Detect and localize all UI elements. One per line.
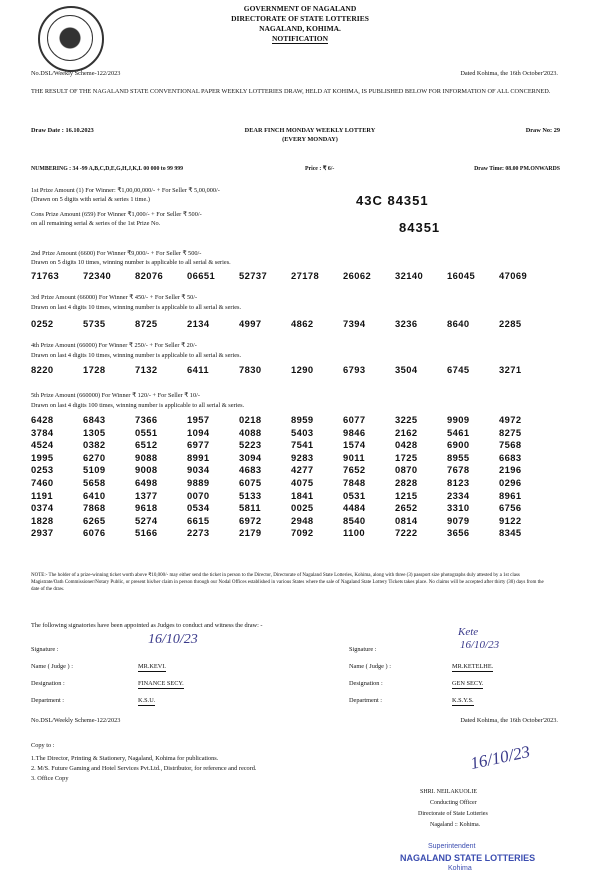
judge-left-designation: FINANCE SECY. bbox=[138, 680, 184, 687]
winning-number: 8275 bbox=[499, 426, 522, 438]
winning-number: 6756 bbox=[499, 502, 522, 514]
winning-number: 6077 bbox=[343, 414, 366, 425]
winning-number: 9011 bbox=[343, 451, 365, 463]
winning-number: 6977 bbox=[187, 439, 210, 451]
winning-number: 6411 bbox=[187, 364, 209, 375]
cons-prize-desc2: on all remaining serial & series of the 1st Prize No. bbox=[31, 220, 161, 227]
winning-number: 3094 bbox=[239, 451, 262, 463]
winning-number: 6683 bbox=[499, 451, 522, 463]
winning-number: 1100 bbox=[343, 527, 365, 539]
winning-number: 5811 bbox=[239, 502, 261, 514]
winning-number: 7460 bbox=[31, 476, 54, 488]
winning-number: 06651 bbox=[187, 270, 216, 281]
winning-number: 4862 bbox=[291, 318, 314, 329]
winning-number: 9008 bbox=[135, 464, 158, 476]
name-label-right: Name ( Judge ) : bbox=[349, 663, 391, 670]
winning-number: 6076 bbox=[83, 527, 106, 539]
winning-number: 4277 bbox=[291, 464, 314, 476]
winning-number: 6270 bbox=[83, 451, 106, 463]
winning-number: 1290 bbox=[291, 364, 314, 375]
header-government: GOVERNMENT OF NAGALAND bbox=[243, 4, 357, 13]
name-label-left: Name ( Judge ) : bbox=[31, 663, 73, 670]
winning-number: 7541 bbox=[291, 439, 314, 451]
fifth-prize-numbers bbox=[31, 414, 551, 538]
winning-number: 7868 bbox=[83, 502, 106, 514]
winning-number: 3310 bbox=[447, 502, 470, 514]
cons-prize-desc: Cons Prize Amount (659) For Winner ₹1,000/- + For Seller ₹ 500/- bbox=[31, 211, 202, 218]
winning-number: 26062 bbox=[343, 270, 372, 281]
judge-left-signature: 16/10/23 bbox=[148, 632, 198, 647]
winning-number: 6265 bbox=[83, 514, 106, 526]
winning-number: 2652 bbox=[395, 502, 418, 514]
winning-number: 0531 bbox=[343, 489, 366, 501]
winning-number: 1995 bbox=[31, 451, 54, 463]
winning-number: 8725 bbox=[135, 318, 158, 329]
winning-number: 16045 bbox=[447, 270, 476, 281]
officer-role: Conducting Officer bbox=[430, 800, 477, 806]
winning-number: 6410 bbox=[83, 489, 106, 501]
winning-number: 7132 bbox=[135, 364, 158, 375]
winning-number: 8540 bbox=[343, 514, 366, 526]
winning-number: 1305 bbox=[83, 426, 106, 438]
winning-number: 8220 bbox=[31, 364, 54, 375]
winning-number: 0870 bbox=[395, 464, 418, 476]
signature-label-right: Signature : bbox=[349, 646, 377, 653]
winning-number: 9846 bbox=[343, 426, 366, 438]
third-prize-desc: 3rd Prize Amount (66000) For Winner ₹ 450/- + For Seller ₹ 50/- bbox=[31, 294, 198, 301]
winning-number: 8640 bbox=[447, 318, 470, 329]
copy-to-item-2: 2. M/S. Future Gaming and Hotel Services Pvt.Ltd., Distributor, for reference and record. bbox=[31, 765, 257, 772]
officer-signature: 16/10/23 bbox=[468, 741, 532, 774]
winning-number: 1828 bbox=[31, 514, 54, 526]
winning-number: 1191 bbox=[31, 489, 53, 501]
winning-number: 0814 bbox=[395, 514, 418, 526]
officer-org-1: Directorate of State Lotteries bbox=[418, 811, 488, 817]
winning-number: 6498 bbox=[135, 476, 158, 488]
winning-number: 8961 bbox=[499, 489, 522, 501]
winning-number: 1728 bbox=[83, 364, 106, 375]
winning-number: 5133 bbox=[239, 489, 262, 501]
winning-number: 9079 bbox=[447, 514, 470, 526]
stamp-title: Superintendent bbox=[428, 843, 476, 850]
reference-number: No.DSL/Weekly Scheme-122/2023 bbox=[31, 70, 121, 77]
winning-number: 5166 bbox=[135, 527, 158, 539]
winning-number: 2334 bbox=[447, 489, 470, 501]
winning-number: 0534 bbox=[187, 502, 210, 514]
first-prize-desc: 1st Prize Amount (1) For Winner: ₹1,00,00,000/- + For Seller ₹ 5,00,000/- bbox=[31, 187, 220, 194]
winning-number: 3656 bbox=[447, 527, 470, 539]
stamp-city: Kohima bbox=[448, 865, 472, 872]
winning-number: 5274 bbox=[135, 514, 158, 526]
judge-right-signature: 16/10/23 bbox=[460, 639, 500, 651]
winning-number: 4524 bbox=[31, 439, 54, 451]
winning-number: 27178 bbox=[291, 270, 320, 281]
first-prize-desc2: (Drawn on 5 digits with serial & series 1 time.) bbox=[31, 196, 150, 203]
winning-number: 0374 bbox=[31, 502, 54, 514]
stamp-org: NAGALAND STATE LOTTERIES bbox=[400, 853, 536, 863]
header-directorate: DIRECTORATE OF STATE LOTTERIES bbox=[231, 14, 369, 23]
winning-number: 4075 bbox=[291, 476, 314, 488]
winning-number: 3271 bbox=[499, 364, 522, 375]
judge-right-designation: GEN SECY. bbox=[452, 680, 484, 687]
winning-number: 3236 bbox=[395, 318, 418, 329]
winning-number: 2134 bbox=[187, 318, 210, 329]
winning-number: 4484 bbox=[343, 502, 366, 514]
winning-number: 9034 bbox=[187, 464, 210, 476]
winning-number: 5461 bbox=[447, 426, 470, 438]
winning-number: 7848 bbox=[343, 476, 366, 488]
winning-number: 5735 bbox=[83, 318, 106, 329]
reference-number-2: No.DSL/Weekly Scheme-122/2023 bbox=[31, 717, 121, 724]
judge-left-name: MR.KEVI. bbox=[138, 663, 166, 670]
winning-number: 72340 bbox=[83, 270, 112, 281]
fourth-prize-desc: 4th Prize Amount (66000) For Winner ₹ 250/- + For Seller ₹ 20/- bbox=[31, 342, 197, 349]
copy-to-item-1: 1.The Director, Printing & Stationery, Nagaland, Kohima for publications. bbox=[31, 755, 219, 762]
second-prize-desc2: Drawn on 5 digits 10 times, winning number is applicable to all serial & series. bbox=[31, 259, 231, 266]
second-prize-numbers bbox=[31, 270, 551, 281]
cons-prize-number: 84351 bbox=[399, 220, 441, 235]
winning-number: 0070 bbox=[187, 489, 210, 501]
winning-number: 52737 bbox=[239, 270, 268, 281]
winning-number: 2196 bbox=[499, 464, 522, 476]
department-label-left: Department : bbox=[31, 697, 65, 704]
winning-number: 6900 bbox=[447, 439, 470, 451]
third-prize-numbers bbox=[31, 318, 551, 329]
winning-number: 0428 bbox=[395, 439, 418, 451]
designation-label-left: Designation : bbox=[31, 680, 65, 687]
winning-number: 3784 bbox=[31, 426, 54, 438]
draw-time: Draw Time: 08.00 PM.ONWARDS bbox=[474, 166, 560, 172]
header-location: NAGALAND, KOHIMA. bbox=[259, 24, 341, 33]
winning-number: 6075 bbox=[239, 476, 262, 488]
signatories-intro: The following signatories have been appointed as Judges to conduct and witness the draw: - bbox=[31, 622, 263, 629]
winning-number: 2828 bbox=[395, 476, 418, 488]
dated-line: Dated Kohima, the 16th October'2023. bbox=[460, 70, 558, 77]
numbering: NUMBERING : 34 -99 A,B,C,D,E,G,H,J,K,L 00 000 to 99 999 bbox=[31, 166, 184, 172]
winning-number: 6745 bbox=[447, 364, 470, 375]
winning-number: 5223 bbox=[239, 439, 262, 451]
winning-number: 7568 bbox=[499, 439, 522, 451]
winning-number: 1094 bbox=[187, 426, 210, 438]
winning-number: 3504 bbox=[395, 364, 418, 375]
winning-number: 1574 bbox=[343, 439, 366, 451]
winning-number: 7366 bbox=[135, 414, 158, 425]
fourth-prize-desc2: Drawn on last 4 digits 10 times, winning number is applicable to all serial & series. bbox=[31, 352, 242, 359]
fourth-prize-numbers bbox=[31, 364, 551, 375]
lottery-name: DEAR FINCH MONDAY WEEKLY LOTTERY bbox=[244, 127, 376, 134]
winning-number: 2285 bbox=[499, 318, 522, 329]
officer-org-2: Nagaland :: Kohima. bbox=[430, 822, 481, 828]
judge-right-signature-top: Kete bbox=[458, 626, 479, 638]
winning-number: 47069 bbox=[499, 270, 528, 281]
department-label-right: Department : bbox=[349, 697, 383, 704]
winning-number: 2162 bbox=[395, 426, 418, 438]
winning-number: 4972 bbox=[499, 414, 522, 425]
winning-number: 9088 bbox=[135, 451, 158, 463]
winning-number: 5109 bbox=[83, 464, 106, 476]
winning-number: 8345 bbox=[499, 527, 522, 539]
dated-line-2: Dated Kohima, the 16th October'2023. bbox=[460, 717, 558, 724]
intro-text: THE RESULT OF THE NAGALAND STATE CONVENTIONAL PAPER WEEKLY LOTTERIES DRAW, HELD AT KOHIMA, IS PUBLISHED BELOW FOR INFORMATION OF ALL CONCERNED. bbox=[31, 88, 551, 95]
winning-number: 7678 bbox=[447, 464, 470, 476]
fifth-prize-desc2: Drawn on last 4 digits 100 times, winning number is applicable to all serial & series. bbox=[31, 402, 245, 409]
note-text: NOTE:- The holder of a prize-winning ticket worth above ₹10,000/- may either send the ticket in person to the Director, Directorate of Nagaland State Lotteries, Kohima, along with three (3) passport size photographs duly attested by a 1st class Magistrate/Oath Commissioner/Notary Public, or present his/her claim in person through our Nodal Offices established in various States where the sale of Nagaland State Lottery Tickets takes place. No claims will be accepted after thirty (30) days from the date of the draw. bbox=[31, 573, 544, 592]
signature-label-left: Signature : bbox=[31, 646, 59, 653]
winning-number: 0296 bbox=[499, 476, 522, 488]
winning-number: 7092 bbox=[291, 527, 314, 539]
winning-number: 4683 bbox=[239, 464, 262, 476]
winning-number: 7830 bbox=[239, 364, 262, 375]
fifth-prize-desc: 5th Prize Amount (660000) For Winner ₹ 120/- + For Seller ₹ 10/- bbox=[31, 392, 200, 399]
copy-to-item-3: 3. Office Copy bbox=[31, 775, 69, 782]
winning-number: 3225 bbox=[395, 414, 418, 425]
officer-name: SHRI. NEILAKUOLIE bbox=[420, 789, 477, 795]
header-notification: NOTIFICATION bbox=[271, 34, 329, 43]
third-prize-desc2: Drawn on last 4 digits 10 times, winning number is applicable to all serial & series. bbox=[31, 304, 242, 311]
winning-number: 6615 bbox=[187, 514, 210, 526]
draw-date: Draw Date : 16.10.2023 bbox=[31, 127, 94, 134]
winning-number: 1725 bbox=[395, 451, 418, 463]
winning-number: 0025 bbox=[291, 502, 314, 514]
winning-number: 9618 bbox=[135, 502, 158, 514]
ticket-price: Price : ₹ 6/- bbox=[305, 166, 335, 172]
winning-number: 0218 bbox=[239, 414, 262, 425]
judge-right-department: K.S.Y.S. bbox=[452, 697, 474, 704]
winning-number: 0253 bbox=[31, 464, 54, 476]
second-prize-desc: 2nd Prize Amount (6600) For Winner ₹9,000/- + For Seller ₹ 500/- bbox=[31, 250, 202, 257]
winning-number: 2179 bbox=[239, 527, 262, 539]
winning-number: 9283 bbox=[291, 451, 314, 463]
winning-number: 82076 bbox=[135, 270, 164, 281]
winning-number: 8955 bbox=[447, 451, 470, 463]
lottery-subtitle: (EVERY MONDAY) bbox=[282, 136, 338, 143]
winning-number: 9909 bbox=[447, 414, 470, 425]
winning-number: 6512 bbox=[135, 439, 158, 451]
winning-number: 6428 bbox=[31, 414, 54, 425]
winning-number: 0551 bbox=[135, 426, 158, 438]
winning-number: 6843 bbox=[83, 414, 106, 425]
winning-number: 32140 bbox=[395, 270, 424, 281]
winning-number: 1841 bbox=[291, 489, 314, 501]
winning-number: 8991 bbox=[187, 451, 210, 463]
winning-number: 9889 bbox=[187, 476, 210, 488]
winning-number: 5658 bbox=[83, 476, 106, 488]
winning-number: 1215 bbox=[395, 489, 418, 501]
winning-number: 8959 bbox=[291, 414, 314, 425]
winning-number: 8123 bbox=[447, 476, 470, 488]
first-prize-number: 43C 84351 bbox=[356, 193, 429, 208]
winning-number: 4997 bbox=[239, 318, 262, 329]
winning-number: 0252 bbox=[31, 318, 54, 329]
winning-number: 5403 bbox=[291, 426, 314, 438]
judge-right-name: MR.KETELHE. bbox=[452, 663, 494, 670]
winning-number: 9122 bbox=[499, 514, 522, 526]
winning-number: 7652 bbox=[343, 464, 366, 476]
copy-to-label: Copy to : bbox=[31, 742, 55, 749]
winning-number: 6972 bbox=[239, 514, 262, 526]
winning-number: 1377 bbox=[135, 489, 158, 501]
winning-number: 7394 bbox=[343, 318, 366, 329]
designation-label-right: Designation : bbox=[349, 680, 383, 687]
winning-number: 71763 bbox=[31, 270, 60, 281]
winning-number: 7222 bbox=[395, 527, 418, 539]
winning-number: 1957 bbox=[187, 414, 210, 425]
winning-number: 4088 bbox=[239, 426, 262, 438]
winning-number: 2948 bbox=[291, 514, 314, 526]
draw-number: Draw No: 29 bbox=[525, 127, 560, 134]
judge-left-department: K.S.U. bbox=[138, 697, 156, 704]
winning-number: 0382 bbox=[83, 439, 106, 451]
winning-number: 6793 bbox=[343, 364, 366, 375]
winning-number: 2937 bbox=[31, 527, 54, 539]
winning-number: 2273 bbox=[187, 527, 210, 539]
